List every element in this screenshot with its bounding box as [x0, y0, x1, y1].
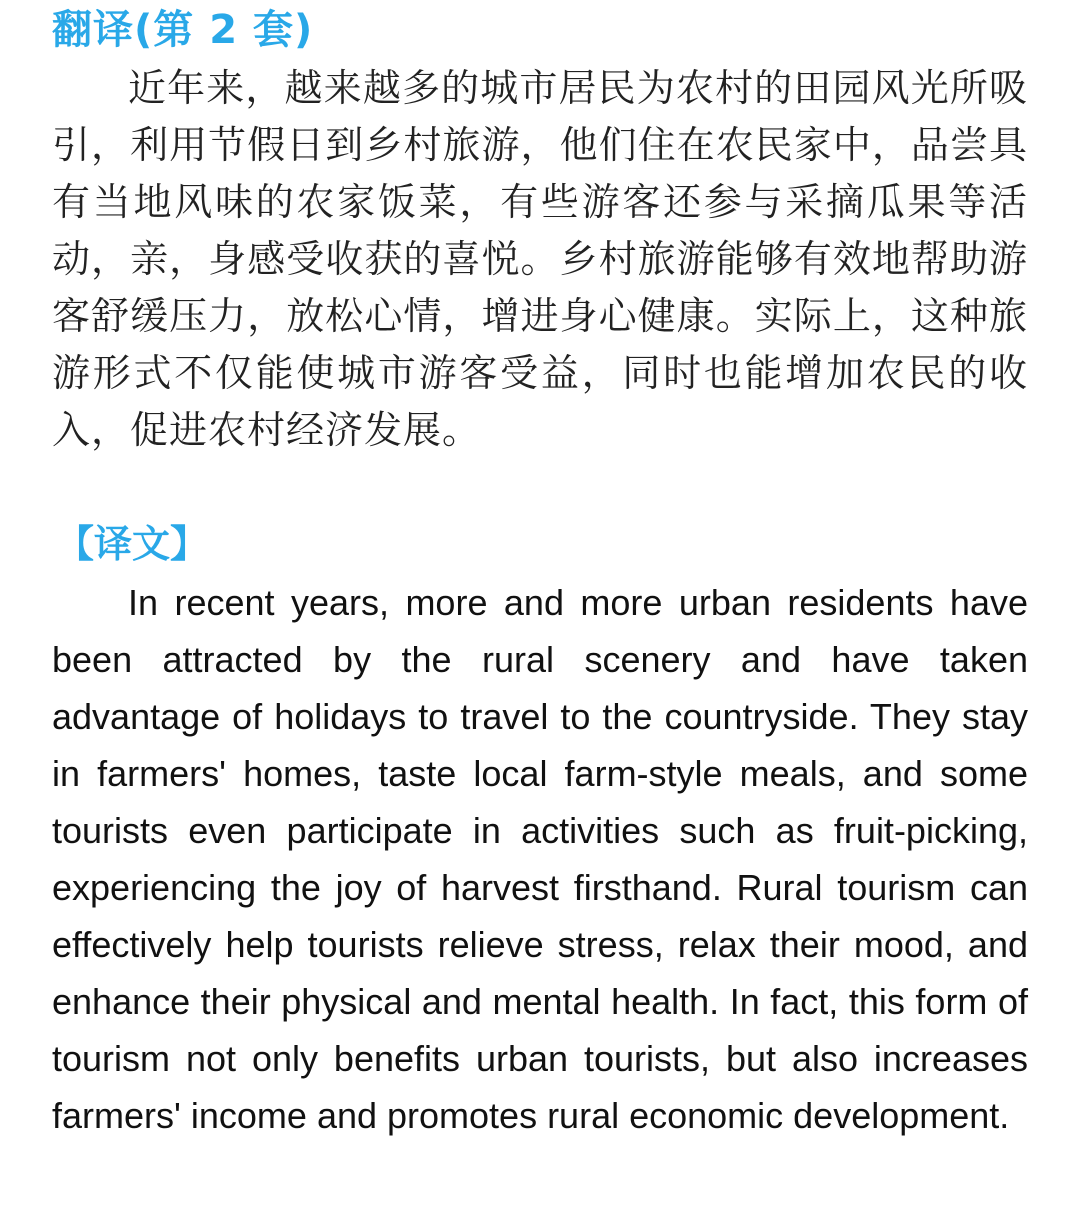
chinese-paragraph: 近年来，越来越多的城市居民为农村的田园风光所吸引，利用节假日到乡村旅游，他们住在农民家中，品尝具有当地风味的农家饭菜，有些游客还参与采摘瓜果等活动，亲，身感受收获的喜悦。乡村旅游能够有效地帮助游客舒缓压力，放松心情，增进身心健康。实际上，这种旅游形式不仅能使城市游客受益，同时也能增加农民的收入，促进农村经济发展。	[52, 66, 1028, 452]
document-title: 翻译(第 2 套)	[52, 7, 314, 53]
english-translation-paragraph: In recent years, more and more urban residents have been attracted by the rural scenery and have taken advantage of holidays to travel to the countryside. They stay in farmers' homes, taste local farm-style meals, and some tourists even participate in activities such as fruit-picking, experiencing the joy of harvest firsthand. Rural tourism can effectively help tourists relieve stress, relax their mood, and enhance their physical and mental health. In fact, this form of tourism not only benefits urban tourists, but also increases farmers' income and promotes rural economic development.	[52, 582, 1028, 1136]
translation-label: 【译文】	[56, 522, 209, 566]
